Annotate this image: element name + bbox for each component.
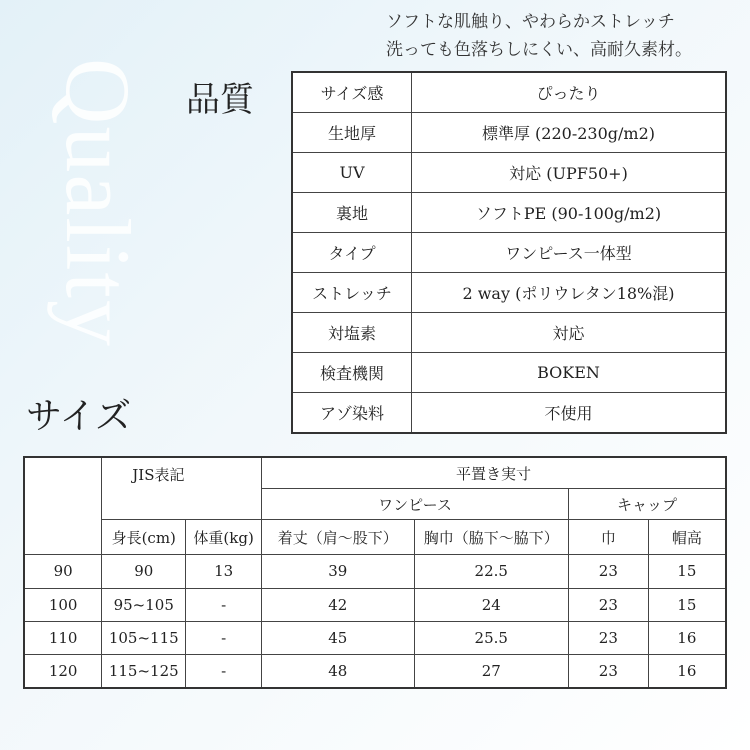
spec-key: タイプ <box>292 233 412 273</box>
table-row <box>24 654 726 688</box>
onepiece-header: ワンピース <box>262 489 569 520</box>
spec-key: 裏地 <box>292 193 412 233</box>
spec-key: UV <box>292 153 412 193</box>
size-heading: サイズ <box>26 396 132 437</box>
table-cell: 16 <box>648 654 726 688</box>
spec-value: ワンピース一体型 <box>412 233 727 273</box>
quality-watermark: Quality <box>47 58 149 348</box>
table-row <box>24 588 726 621</box>
table-cell: 105~115 <box>102 621 186 654</box>
spec-key: ストレッチ <box>292 273 412 313</box>
column-header: 着丈（肩〜股下） <box>262 520 415 555</box>
spec-value: 不使用 <box>412 393 727 434</box>
spec-value: 対応 (UPF50+) <box>412 153 727 193</box>
table-cell: 39 <box>262 555 415 588</box>
quality-table <box>291 71 727 434</box>
spec-value: 2 way (ポリウレタン18%混) <box>412 273 727 313</box>
size-label-header <box>24 457 102 555</box>
tagline <box>386 8 692 64</box>
table-cell: 48 <box>262 654 415 688</box>
table-row <box>292 113 726 153</box>
table-cell: 27 <box>414 654 568 688</box>
spec-key: 生地厚 <box>292 113 412 153</box>
table-cell: 45 <box>262 621 415 654</box>
cap-header: キャップ <box>568 489 726 520</box>
table-row <box>292 72 726 113</box>
spec-key: アゾ染料 <box>292 393 412 434</box>
spec-value: 標準厚 (220-230g/m2) <box>412 113 727 153</box>
table-cell: 24 <box>414 588 568 621</box>
table-cell: - <box>186 588 262 621</box>
table-cell: 42 <box>262 588 415 621</box>
column-header: 体重(kg) <box>186 520 262 555</box>
spec-value: 対応 <box>412 313 727 353</box>
table-row <box>292 193 726 233</box>
table-cell: 22.5 <box>414 555 568 588</box>
table-header-row <box>24 520 726 555</box>
column-header: 帽高 <box>648 520 726 555</box>
table-cell: 16 <box>648 621 726 654</box>
spec-key: 検査機関 <box>292 353 412 393</box>
tagline-line-2: 洗っても色落ちしにくい、高耐久素材。 <box>386 40 692 60</box>
table-row <box>292 393 726 434</box>
table-row <box>292 353 726 393</box>
table-cell: 23 <box>568 621 648 654</box>
column-header: 胸巾（脇下〜脇下） <box>414 520 568 555</box>
table-cell: 95~105 <box>102 588 186 621</box>
column-header: 巾 <box>568 520 648 555</box>
table-row <box>292 153 726 193</box>
table-cell: 13 <box>186 555 262 588</box>
table-cell: 23 <box>568 555 648 588</box>
table-cell: 15 <box>648 588 726 621</box>
size-table <box>23 456 727 689</box>
jis-header: JIS表記 <box>102 457 262 520</box>
table-cell: - <box>186 654 262 688</box>
flat-measure-header: 平置き実寸 <box>262 457 726 489</box>
table-cell: 15 <box>648 555 726 588</box>
spec-key: サイズ感 <box>292 72 412 113</box>
tagline-line-1: ソフトな肌触り、やわらかストレッチ <box>386 12 675 32</box>
table-cell: 100 <box>24 588 102 621</box>
table-cell: 23 <box>568 654 648 688</box>
table-row <box>24 555 726 588</box>
column-header: 身長(cm) <box>102 520 186 555</box>
table-cell: - <box>186 621 262 654</box>
table-cell: 25.5 <box>414 621 568 654</box>
table-cell: 23 <box>568 588 648 621</box>
quality-heading: 品質 <box>186 80 254 120</box>
table-cell: 115~125 <box>102 654 186 688</box>
spec-value: ソフトPE (90-100g/m2) <box>412 193 727 233</box>
table-cell: 90 <box>102 555 186 588</box>
table-cell: 90 <box>24 555 102 588</box>
table-cell: 110 <box>24 621 102 654</box>
table-row <box>292 233 726 273</box>
spec-key: 対塩素 <box>292 313 412 353</box>
spec-value: BOKEN <box>412 353 727 393</box>
table-header-row <box>24 457 726 489</box>
table-row <box>292 313 726 353</box>
table-row <box>292 273 726 313</box>
spec-value: ぴったり <box>412 72 727 113</box>
table-cell: 120 <box>24 654 102 688</box>
table-row <box>24 621 726 654</box>
